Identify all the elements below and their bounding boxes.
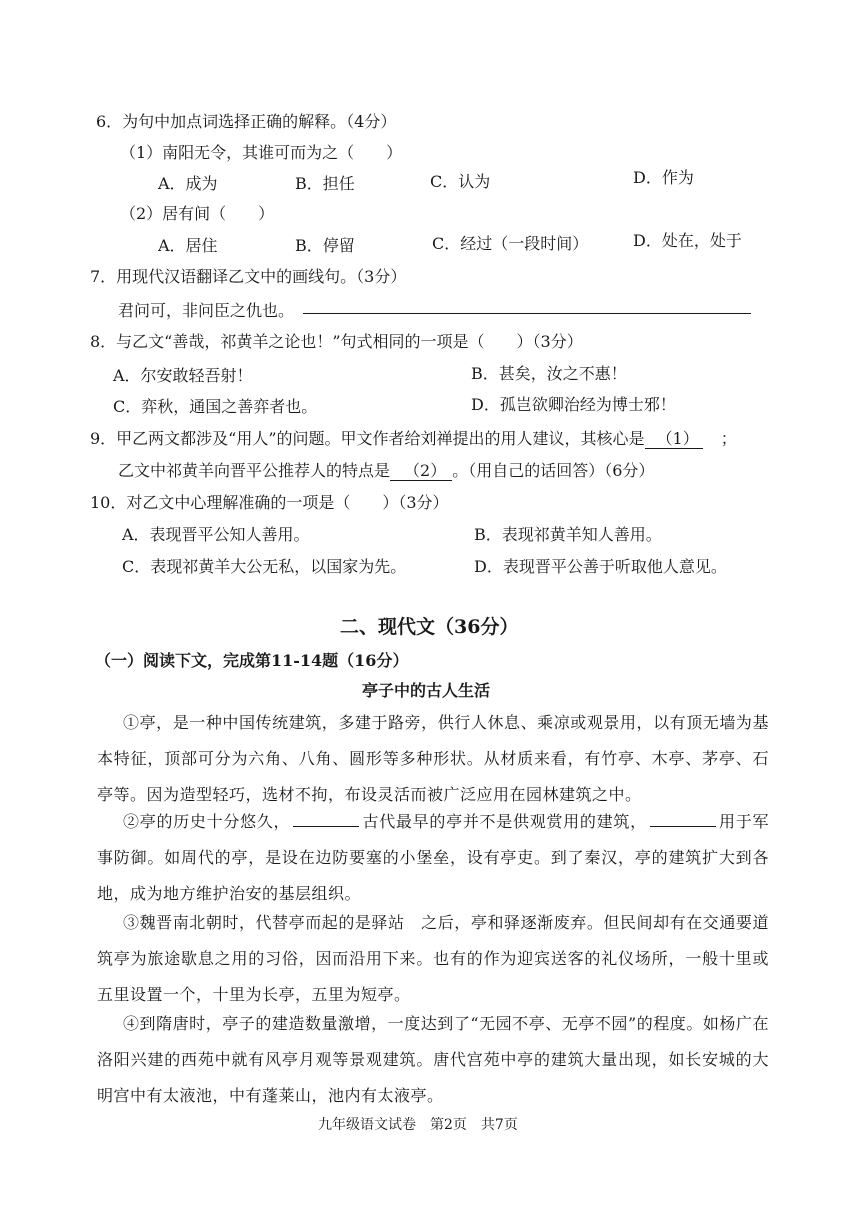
q6-sub1-option-d: D．作为 (633, 168, 694, 187)
q10-option-d: D．表现晋平公善于听取他人意见。 (474, 557, 727, 576)
question-8-stem: 8．与乙文“善哉，祁黄羊之论也！”句式相同的一项是（ ）（3分） (90, 332, 583, 351)
question-7-stem: 7．用现代汉语翻译乙文中的画线句。（3分） (90, 267, 407, 286)
p2-part-b: 古代最早的亭并不是供观赏用的建筑， (362, 812, 647, 831)
section-2-title: 二、现代文（36分） (340, 616, 519, 638)
q9-blank-1[interactable]: （1） (645, 429, 703, 449)
p2-blank-2[interactable] (650, 812, 716, 827)
q10-option-b: B．表现祁黄羊知人善用。 (474, 525, 662, 544)
q9-line2-end: 。（用自己的话回答）（6分） (452, 461, 655, 480)
q6-sub2-option-d: D．处在，处于 (633, 231, 742, 250)
q8-option-b: B．甚矣，汝之不惠！ (471, 364, 627, 383)
q7-answer-line[interactable] (303, 313, 751, 314)
q9-line1-end: ； (720, 429, 737, 448)
q6-sub1-option-a: A．成为 (158, 174, 218, 193)
p2-part-c: 用于军事防御。如周代的亭，是设在边防要塞的小堡垒，设有亭吏。到了秦汉，亭的建筑扩大到各地，成为地方维护治安的基层组织。 (97, 812, 769, 903)
q6-sub1-option-b: B．担任 (295, 174, 355, 193)
q8-option-c: C．弈秋，通国之善弈者也。 (113, 397, 318, 416)
q9-blank-2[interactable]: （2） (390, 461, 452, 481)
question-10-stem: 10．对乙文中心理解准确的一项是（ ）（3分） (90, 493, 449, 512)
q10-option-a: A．表现晋平公知人善用。 (122, 525, 310, 544)
q6-sub2-option-b: B．停留 (295, 236, 355, 255)
question-6-sub2: （2）居有间（ ） (120, 204, 275, 223)
section-2-part-1-heading: （一）阅读下文，完成第11-14题（16分） (95, 651, 409, 670)
p2-blank-1[interactable] (293, 812, 359, 827)
question-9-line1 (90, 428, 737, 450)
p2-part-a: ②亭的历史十分悠久， (123, 812, 291, 831)
q8-option-d: D．孤岂欲卿治经为博士邪！ (471, 395, 676, 414)
question-7-sentence: 君问可，非问臣之仇也。 (118, 301, 295, 320)
q9-line1-text: 9．甲乙两文都涉及“用人”的问题。甲文作者给刘禅提出的用人建议，其核心是 (90, 429, 645, 448)
q6-sub2-option-c: C．经过（一段时间） (432, 234, 589, 253)
q10-option-c: C．表现祁黄羊大公无私，以国家为先。 (122, 557, 407, 576)
page-footer: 九年级语文试卷 第2页 共7页 (318, 1117, 518, 1133)
q9-line2-text: 乙文中祁黄羊向晋平公推荐人的特点是 (118, 461, 391, 480)
question-9-line2 (118, 460, 654, 482)
article-paragraph-1: ①亭，是一种中国传统建筑，多建于路旁，供行人休息、乘凉或观景用，以有顶无墙为基本特征，顶部可分为六角、八角、圆形等多种形状。从材质来看，有竹亭、木亭、茅亭、石亭等。因为造型轻巧，选材不拘，布设灵活而被广泛应用在园林建筑之中。 (97, 713, 769, 804)
question-6-sub1: （1）南阳无令，其谁可而为之（ ） (120, 143, 403, 162)
article-title: 亭子中的古人生活 (362, 681, 491, 700)
article-paragraph-2 (97, 804, 769, 912)
question-6-stem: 6．为句中加点词选择正确的解释。（4分） (96, 112, 397, 131)
article-paragraph-3: ③魏晋南北朝时，代替亭而起的是驿站 之后，亭和驿逐渐废弃。但民间却有在交通要道筑亭为旅途歇息之用的习俗，因而沿用下来。也有的作为迎宾送客的礼仪场所，一般十里或五里设置一个，十里为长亭，五里为短亭。 (97, 913, 769, 1004)
q6-sub1-option-c: C．认为 (430, 172, 491, 191)
article-paragraph-4: ④到隋唐时，亭子的建造数量激增，一度达到了“无园不亭、无亭不园”的程度。如杨广在洛阳兴建的西苑中就有风亭月观等景观建筑。唐代宫苑中亭的建筑大量出现，如长安城的大明宫中有太液池，中有蓬莱山，池内有太液亭。 (97, 1014, 769, 1105)
q8-option-a: A．尔安敢轻吾射！ (113, 366, 253, 385)
q6-sub2-option-a: A．居住 (158, 236, 218, 255)
